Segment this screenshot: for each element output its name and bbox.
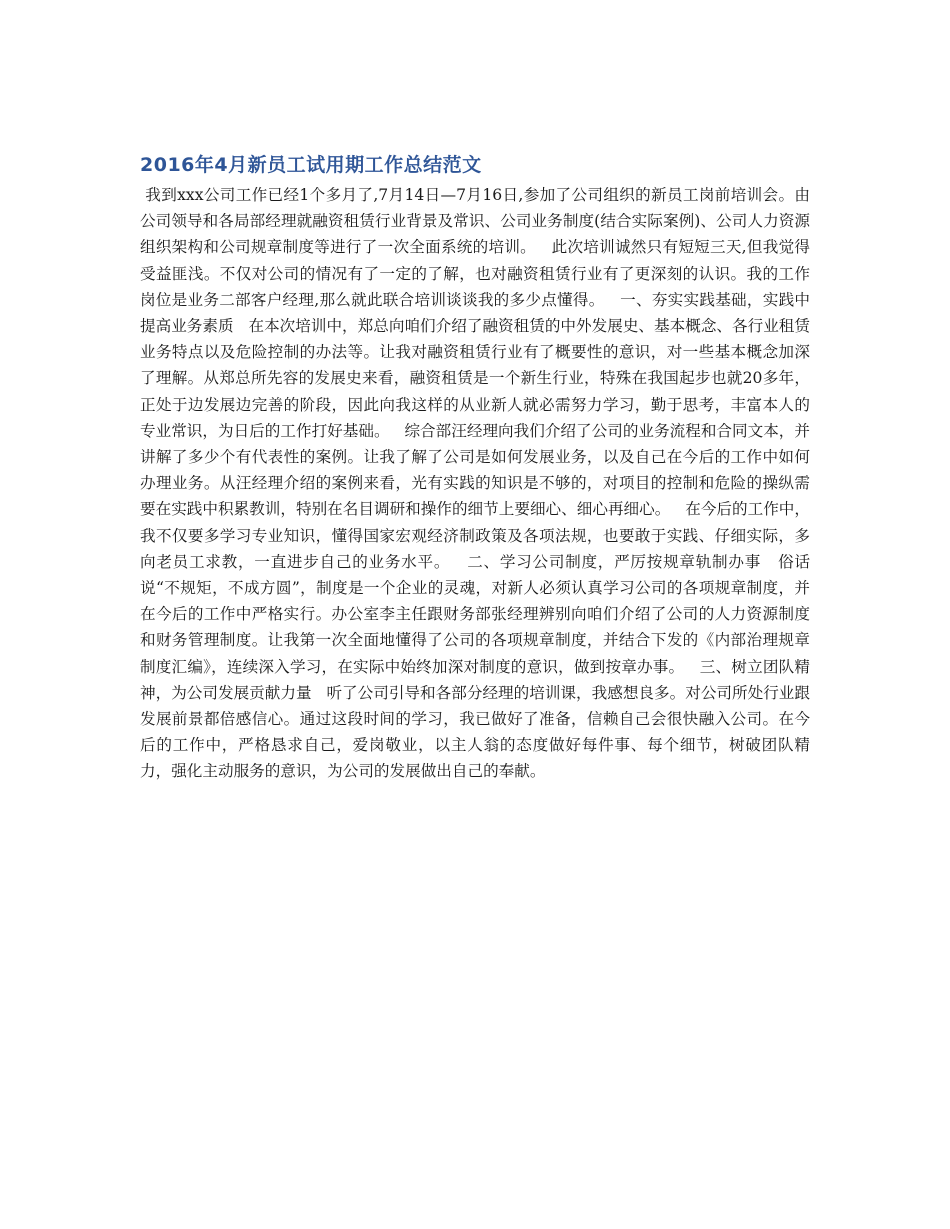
document-body: 我到xxx公司工作已经1个多月了,7月14日—7月16日,参加了公司组织的新员工岗前培训会。由公司领导和各局部经理就融资租赁行业背景及常识、公司业务制度(结合实际案例)、公司人力资源组织架构和公司规章制度等进行了一次全面系统的培训。 此次培训诚然只有短短三天,但我觉得受益匪浅。不仅对公司的情况有了一定的了解，也对融资租赁行业有了更深刻的认识。我的工作岗位是业务二部客户经理,那么就此联合培训谈谈我的多少点懂得。 一、夯实实践基础，实践中提高业务素质 在本次培训中，郑总向咱们介绍了融资租赁的中外发展史、基本概念、各行业租赁业务特点以及危险控制的办法等。让我对融资租赁行业有了概要性的意识，对一些基本概念加深了理解。从郑总所先容的发展史来看，融资租赁是一个新生行业，特殊在我国起步也就20多年，正处于边发展边完善的阶段，因此向我这样的从业新人就必需努力学习，勤于思考，丰富本人的专业常识，为日后的工作打好基础。 综合部汪经理向我们介绍了公司的业务流程和合同文本，并讲解了多少个有代表性的案例。让我了解了公司是如何发展业务，以及自己在今后的工作中如何办理业务。从汪经理介绍的案例来看，光有实践的知识是不够的，对项目的控制和危险的操纵需要在实践中积累教训，特别在名目调研和操作的细节上要细心、细心再细心。 在今后的工作中，我不仅要多学习专业知识，懂得国家宏观经济制政策及各项法规，也要敢于实践、仔细实际，多向老员工求教，一直进步自己的业务水平。 二、学习公司制度，严厉按规章轨制办事 俗话说“不规矩，不成方圆”，制度是一个企业的灵魂，对新人必须认真学习公司的各项规章制度，并在今后的工作中严格实行。办公室李主任跟财务部张经理辨别向咱们介绍了公司的人力资源制度和财务管理制度。让我第一次全面地懂得了公司的各项规章制度，并结合下发的《内部治理规章制度汇编》，连续深入学习，在实际中始终加深对制度的意识，做到按章办事。 三、树立团队精神，为公司发展贡献力量 听了公司引导和各部分经理的培训课，我感想良多。对公司所处行业跟发展前景都倍感信心。通过这段时间的学习，我已做好了准备，信赖自己会很快融入公司。在今后的工作中，严格恳求自己，爱岗敬业，以主人翁的态度做好每件事、每个细节，树破团队精力，强化主动服务的意识，为公司的发展做出自己的奉献。: [140, 186, 810, 781]
document-title: 2016年4月新员工试用期工作总结范文: [140, 154, 482, 176]
